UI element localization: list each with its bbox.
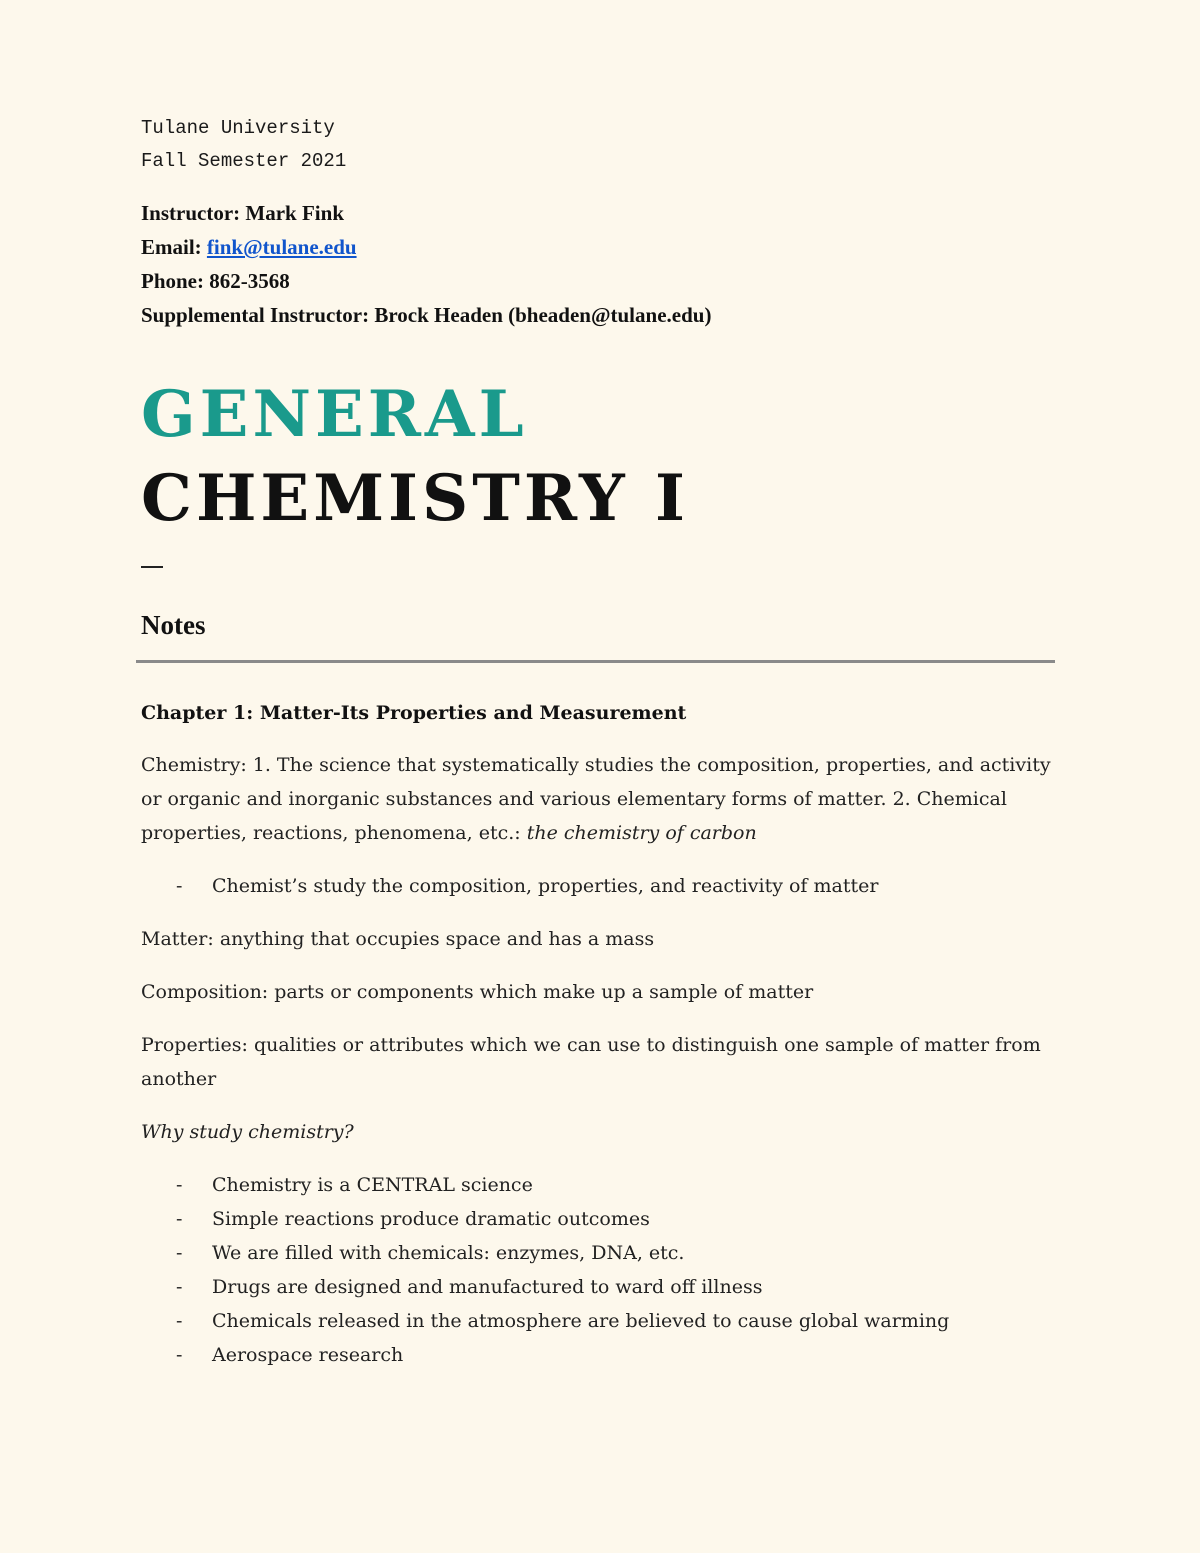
title-general: GENERAL (141, 377, 528, 452)
title-chemistry: CHEMISTRY I (141, 461, 689, 536)
supplemental-instructor-value: Brock Headen (bheaden@tulane.edu) (374, 303, 712, 327)
why-study-list (141, 1168, 1056, 1372)
section-rule (136, 660, 1055, 663)
dash-bullet: - (176, 1344, 183, 1366)
list-item-text: Chemistry is a CENTRAL science (212, 1174, 533, 1196)
list-item (141, 869, 1056, 903)
list-item-text: Simple reactions produce dramatic outcomes (212, 1208, 650, 1230)
instructor-label: Instructor: (141, 201, 241, 225)
list-item (141, 1338, 1056, 1372)
list-item-text: Chemicals released in the atmosphere are believed to cause global warming (212, 1310, 950, 1332)
chemistry-definition (141, 748, 1056, 850)
institution-name: Tulane University (141, 117, 335, 139)
why-study-heading (141, 1115, 1056, 1149)
chapter-title: Chapter 1: Matter-Its Properties and Measurement (141, 702, 687, 724)
list-item (141, 1202, 1056, 1236)
instructor-name: Mark Fink (245, 201, 344, 225)
dash-bullet: - (176, 1174, 183, 1196)
email-line (141, 230, 1056, 264)
dash-bullet: - (176, 1276, 183, 1298)
composition-definition: Composition: parts or components which make up a sample of matter (141, 981, 814, 1003)
supplemental-instructor-label: Supplemental Instructor: (141, 303, 370, 327)
why-study-text: Why study chemistry? (141, 1121, 354, 1143)
matter-definition: Matter: anything that occupies space and has a mass (141, 928, 655, 950)
list-item-text: Chemist’s study the composition, properties, and reactivity of matter (212, 875, 879, 897)
notes-content (141, 696, 1056, 1391)
email-label: Email: (141, 235, 202, 259)
document-page (141, 112, 1056, 1366)
dash-bullet: - (176, 1242, 183, 1264)
title-dash-divider (141, 566, 163, 568)
list-item-text: Aerospace research (212, 1344, 404, 1366)
chemistry-definition-text: Chemistry: 1. The science that systematically studies the composition, properties, and activity or organic and inorganic substances and various elementary forms of matter. 2. Chemical properties, reactions, phenomena, etc.: (141, 754, 1051, 844)
list-item-text: We are filled with chemicals: enzymes, DNA, etc. (212, 1242, 685, 1264)
list-item-text: Drugs are designed and manufactured to ward off illness (212, 1276, 763, 1298)
phone-label: Phone: (141, 269, 204, 293)
dash-bullet: - (176, 1208, 183, 1230)
notes-heading: Notes (141, 610, 206, 640)
chemistry-example: the chemistry of carbon (526, 822, 757, 844)
properties-definition: Properties: qualities or attributes which we can use to distinguish one sample of matter from another (141, 1034, 1041, 1090)
phone-line (141, 264, 1056, 298)
list-item (141, 1304, 1056, 1338)
supplemental-instructor-line (141, 298, 1056, 332)
dash-bullet: - (176, 875, 183, 897)
dash-bullet: - (176, 1310, 183, 1332)
phone-value: 862-3568 (209, 269, 290, 293)
list-item (141, 1270, 1056, 1304)
list-item (141, 1236, 1056, 1270)
semester-label: Fall Semester 2021 (141, 150, 347, 172)
instructor-line (141, 196, 1056, 230)
chemist-study-list (141, 869, 1056, 903)
email-link[interactable]: fink@tulane.edu (206, 235, 357, 259)
list-item (141, 1168, 1056, 1202)
